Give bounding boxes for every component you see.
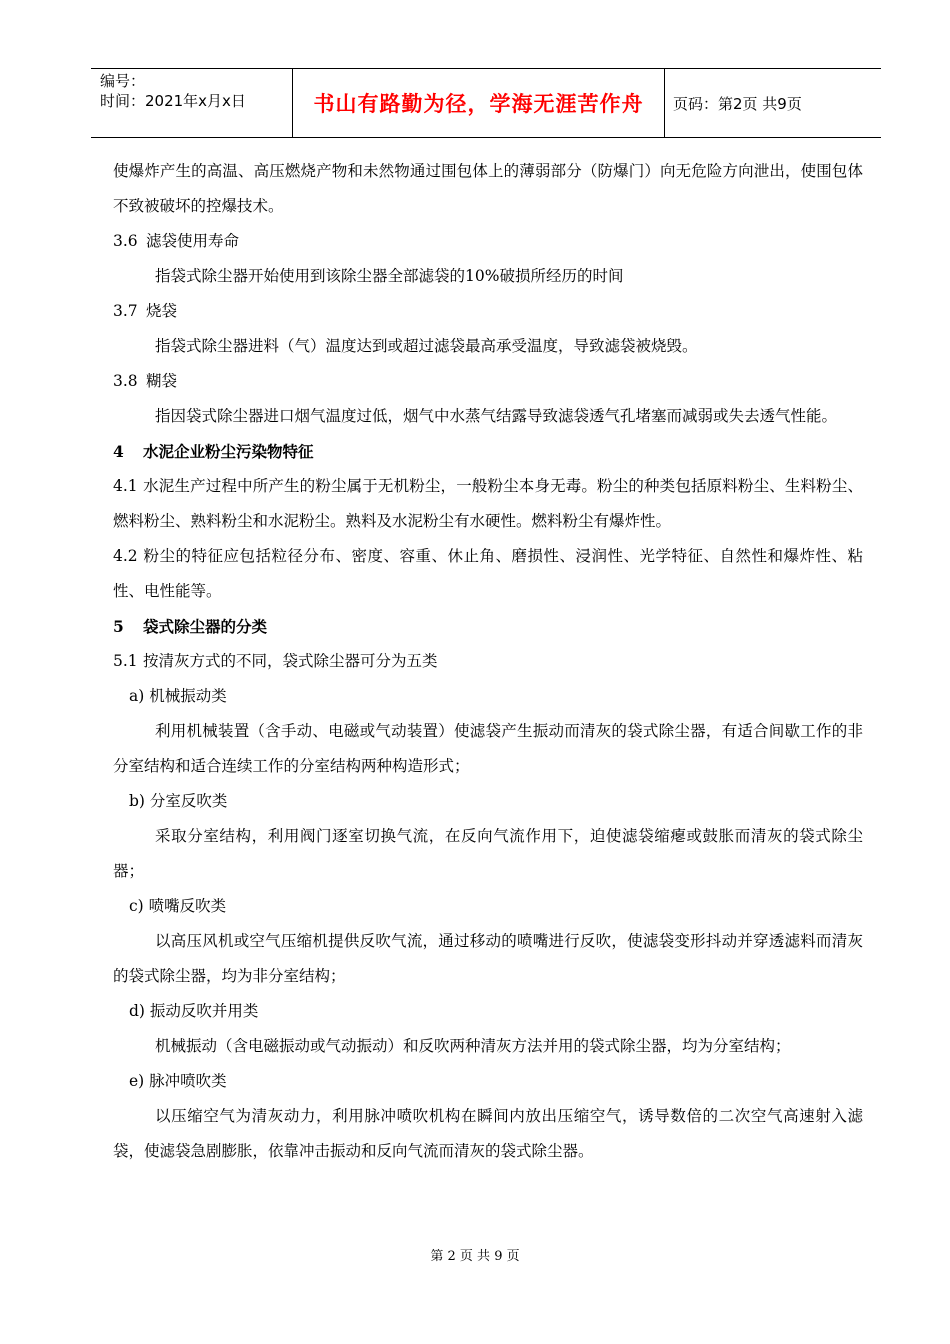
list-item-text-e: 以压缩空气为清灰动力，利用脉冲喷吹机构在瞬间内放出压缩空气，诱导数倍的二次空气高速射入滤袋，使滤袋急剧膨胀，依靠冲击振动和反向气流而清灰的袋式除尘器。 [113, 1107, 863, 1160]
section-number: 4.2 [113, 547, 138, 565]
section-number: 3.6 [113, 232, 138, 250]
header-page-label: 页码：第2页 共9页 [673, 94, 802, 113]
list-item-text-d: 机械振动（含电磁振动或气动振动）和反吹两种清灰方法并用的袋式除尘器，均为分室结构； [155, 1037, 791, 1055]
list-item-label-c: c) 喷嘴反吹类 [129, 897, 227, 915]
section-heading-3-6 [113, 224, 863, 259]
paragraph-3-6: 指袋式除尘器开始使用到该除尘器全部滤袋的10%破损所经历的时间 [155, 267, 624, 285]
section-heading-5 [113, 609, 863, 644]
section-number: 4.1 [113, 477, 138, 495]
section-title: 水泥企业粉尘污染物特征 [143, 442, 314, 461]
section-title: 烧袋 [146, 302, 178, 320]
paragraph-4-2 [113, 539, 863, 609]
list-item-text-b: 采取分室结构，利用阀门逐室切换气流，在反向气流作用下，迫使滤袋缩瘪或鼓胀而清灰的袋式除尘器； [113, 827, 863, 880]
paragraph-3-7: 指袋式除尘器进料（气）温度达到或超过滤袋最高承受温度，导致滤袋被烧毁。 [155, 337, 698, 355]
section-heading-3-8 [113, 364, 863, 399]
section-heading-3-7 [113, 294, 863, 329]
list-item-label-a: a) 机械振动类 [129, 687, 227, 705]
list-item-text-a: 利用机械装置（含手动、电磁或气动装置）使滤袋产生振动而清灰的袋式除尘器，有适合间歇工作的非分室结构和适合连续工作的分室结构两种构造形式； [113, 722, 863, 775]
header-motto: 书山有路勤为径，学海无涯苦作舟 [293, 69, 665, 137]
section-title: 袋式除尘器的分类 [143, 617, 268, 636]
document-header [91, 68, 881, 138]
section-number: 3.7 [113, 302, 138, 320]
section-number: 4 [113, 442, 124, 461]
section-number: 5.1 [113, 652, 138, 670]
list-item-label-e: e) 脉冲喷吹类 [129, 1072, 227, 1090]
section-title: 滤袋使用寿命 [146, 232, 240, 250]
paragraph-5-1 [113, 644, 863, 679]
document-body [113, 154, 863, 1169]
list-item-label-b: b) 分室反吹类 [129, 792, 228, 810]
list-item-label-d: d) 振动反吹并用类 [129, 1002, 259, 1020]
page-footer: 第 2 页 共 9 页 [430, 1249, 520, 1264]
serial-label: 编号： [100, 72, 146, 90]
section-number: 3.8 [113, 372, 138, 390]
paragraph-explosion: 使爆炸产生的高温、高压燃烧产物和未然物通过围包体上的薄弱部分（防爆门）向无危险方向泄出，使围包体不致被破坏的控爆技术。 [113, 162, 863, 215]
list-item-text-c: 以高压风机或空气压缩机提供反吹气流，通过移动的喷嘴进行反吹，使滤袋变形抖动并穿透滤料而清灰的袋式除尘器，均为非分室结构； [113, 932, 863, 985]
paragraph-text: 按清灰方式的不同，袋式除尘器可分为五类 [143, 652, 438, 670]
paragraph-4-1 [113, 469, 863, 539]
section-heading-4 [113, 434, 863, 469]
section-number: 5 [113, 617, 124, 636]
header-meta [91, 69, 293, 137]
paragraph-text: 粉尘的特征应包括粒径分布、密度、容重、休止角、磨损性、浸润性、光学特征、自然性和爆炸性、粘性、电性能等。 [113, 547, 863, 600]
time-label: 时间：2021年x月x日 [100, 92, 246, 110]
paragraph-text: 水泥生产过程中所产生的粉尘属于无机粉尘，一般粉尘本身无毒。粉尘的种类包括原料粉尘、生料粉尘、燃料粉尘、熟料粉尘和水泥粉尘。熟料及水泥粉尘有水硬性。燃料粉尘有爆炸性。 [113, 477, 863, 530]
section-title: 糊袋 [146, 372, 178, 390]
paragraph-3-8: 指因袋式除尘器进口烟气温度过低，烟气中水蒸气结露导致滤袋透气孔堵塞而减弱或失去透气性能。 [155, 407, 838, 425]
